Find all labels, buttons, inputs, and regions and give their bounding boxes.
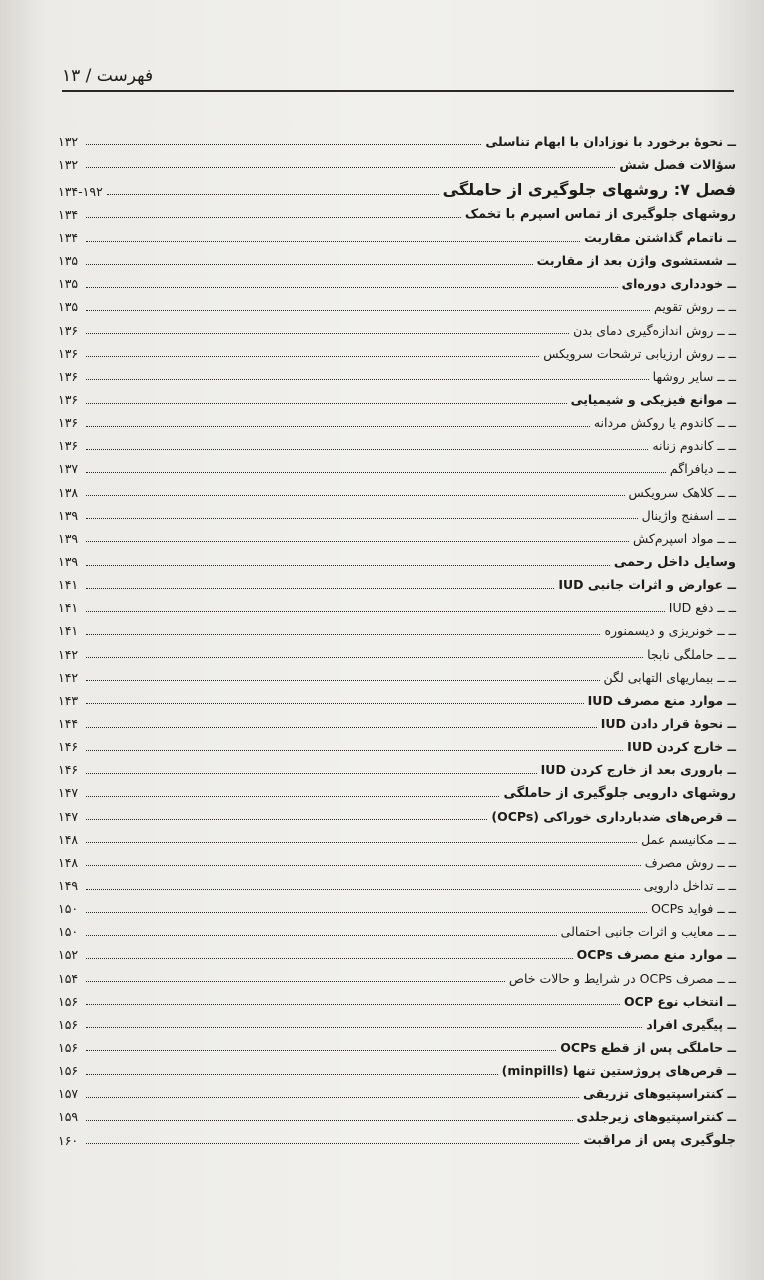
toc-entry-page: ۱۴۱ — [58, 577, 79, 593]
toc-entry-page: ۱۳۲ — [58, 133, 79, 149]
toc-entry — [58, 291, 736, 314]
toc-entry-page: ۱۴۱ — [58, 600, 79, 616]
toc-entry — [58, 1101, 736, 1124]
dot-leader — [86, 1142, 579, 1144]
toc-entry — [58, 661, 736, 684]
dot-leader — [86, 934, 557, 936]
toc-entry-page: ۱۴۹ — [58, 878, 79, 893]
dot-leader — [86, 494, 625, 496]
table-of-contents — [58, 125, 736, 1147]
toc-entry — [58, 916, 736, 939]
toc-entry-title: ــ نحوهٔ قرار دادن IUD — [600, 716, 736, 732]
toc-entry-page: ۱۴۲ — [58, 646, 79, 662]
dot-leader — [86, 772, 537, 774]
toc-entry-title: ــ ــ بیماریهای التهابی لگن — [603, 669, 736, 685]
toc-entry — [58, 1008, 736, 1031]
dot-leader — [86, 332, 569, 334]
toc-entry — [58, 314, 736, 337]
toc-entry-page: ۱۵۶ — [58, 1016, 79, 1032]
toc-entry-page: ۱۴۳ — [58, 692, 79, 708]
toc-entry — [58, 1078, 736, 1101]
toc-entry-title: ــ ــ کلاهک سرویکس — [628, 484, 736, 500]
toc-entry — [58, 962, 736, 985]
toc-entry-title: ــ ــ کاندوم یا روکش مردانه — [593, 415, 736, 431]
toc-entry-title: روشهای دارویی جلوگیری از حاملگی — [503, 785, 736, 801]
toc-entry-page: ۱۶۰ — [58, 1132, 79, 1148]
toc-entry-page: ۱۵۶ — [58, 993, 79, 1009]
dot-leader — [107, 193, 439, 195]
toc-entry — [58, 731, 736, 754]
toc-entry-page: ۱۵۴ — [58, 970, 79, 986]
toc-entry — [58, 171, 736, 198]
toc-entry — [58, 125, 736, 148]
toc-entry-page: ۱۴۶ — [58, 762, 79, 778]
toc-entry-page: ۱۵۰ — [58, 901, 79, 917]
toc-entry-page: ۱۳۶ — [58, 415, 79, 431]
dot-leader — [86, 841, 637, 843]
toc-entry — [58, 545, 736, 568]
toc-entry-title: ــ خودداری دوره‌ای — [621, 276, 736, 292]
toc-entry-title: ــ ــ روش تقویم — [654, 299, 736, 315]
toc-entry — [58, 360, 736, 383]
toc-entry-page: ۱۵۰ — [58, 924, 79, 940]
dot-leader — [86, 888, 640, 890]
toc-entry-page: ۱۳۶ — [58, 392, 79, 408]
toc-entry-title: ــ ــ فواید OCPs — [651, 901, 736, 917]
toc-entry — [58, 198, 736, 221]
toc-entry-title: ــ ــ خونریزی و دیسمنوره — [604, 623, 736, 639]
toc-entry — [58, 1054, 736, 1077]
dot-leader — [86, 378, 649, 380]
toc-entry-page: ۱۳۵ — [58, 253, 79, 269]
toc-entry-page: ۱۳۲ — [58, 156, 79, 172]
dot-leader — [86, 610, 665, 612]
toc-entry — [58, 476, 736, 499]
toc-entry-page: ۱۳۶ — [58, 368, 79, 384]
toc-entry-page: ۱۳۷ — [58, 461, 79, 477]
dot-leader — [86, 1003, 620, 1005]
toc-entry — [58, 754, 736, 777]
header-rule — [62, 90, 734, 92]
toc-entry-page: ۱۴۴ — [58, 716, 79, 732]
dot-leader — [86, 448, 648, 450]
toc-entry-page: ۱۵۷ — [58, 1086, 79, 1102]
toc-entry-title: ــ ــ دفع IUD — [668, 600, 736, 616]
dot-leader — [86, 795, 499, 797]
toc-entry-title: ــ خارج کردن IUD — [627, 739, 736, 755]
dot-leader — [86, 726, 597, 728]
toc-entry-title: ــ ــ دیافراگم — [669, 461, 736, 477]
toc-entry — [58, 499, 736, 522]
toc-entry — [58, 707, 736, 730]
toc-entry — [58, 823, 736, 846]
toc-entry-title: ــ ــ حاملگی نابجا — [647, 646, 736, 662]
toc-entry-title: وسایل داخل رحمی — [613, 554, 736, 570]
toc-entry-title: ــ ــ کاندوم زنانه — [652, 438, 736, 454]
toc-entry-page: ۱۵۶ — [58, 1063, 79, 1079]
toc-entry — [58, 383, 736, 406]
toc-entry — [58, 592, 736, 615]
dot-leader — [86, 402, 567, 404]
dot-leader — [86, 216, 461, 218]
dot-leader — [86, 471, 666, 473]
toc-entry-page: ۱۴۸ — [58, 831, 79, 847]
toc-entry-page: ۱۴۸ — [58, 854, 79, 870]
toc-entry-page: ۱۳۵ — [58, 299, 79, 315]
toc-entry-title: ــ ــ معایب و اثرات جانبی احتمالی — [560, 924, 736, 940]
dot-leader — [86, 911, 647, 913]
toc-entry-page: ۱۳۶ — [58, 438, 79, 454]
toc-entry-title: ــ ــ روش ارزیابی ترشحات سرویکس — [543, 345, 736, 361]
dot-leader — [86, 980, 505, 982]
toc-entry-title: ــ شستشوی واژن بعد از مقاربت — [536, 253, 736, 269]
toc-entry-title: ــ ــ روش مصرف — [644, 854, 736, 870]
dot-leader — [86, 143, 481, 145]
dot-leader — [86, 309, 650, 311]
toc-entry-page: ۱۴۷ — [58, 785, 79, 801]
toc-entry — [58, 221, 736, 244]
toc-entry-title: روشهای جلوگیری از تماس اسپرم با تخمک — [464, 207, 736, 223]
toc-entry — [58, 268, 736, 291]
toc-entry-page: ۱۴۱ — [58, 623, 79, 639]
toc-entry — [58, 1124, 736, 1147]
dot-leader — [86, 749, 623, 751]
toc-entry-page: ۱۴۷ — [58, 808, 79, 824]
dot-leader — [86, 1026, 642, 1028]
toc-entry — [58, 245, 736, 268]
toc-entry-title: ــ حاملگی پس از قطع OCPs — [560, 1039, 736, 1055]
toc-entry-title: ــ قرص‌های پروژستین تنها (minpills) — [501, 1063, 736, 1079]
dot-leader — [86, 425, 590, 427]
toc-entry — [58, 1031, 736, 1054]
toc-entry-page: ۱۴۲ — [58, 669, 79, 685]
toc-entry-page: ۱۳۴-۱۹۲ — [58, 183, 103, 199]
toc-entry-page: ۱۳۹ — [58, 554, 79, 570]
dot-leader — [86, 540, 629, 542]
dot-leader — [86, 286, 618, 288]
toc-entry — [58, 337, 736, 360]
toc-entry-title: فصل ۷: روشهای جلوگیری از حاملگی — [442, 180, 736, 200]
toc-entry — [58, 148, 736, 171]
toc-entry-title: ــ موانع فیزیکی و شیمیایی — [570, 392, 736, 408]
toc-entry — [58, 569, 736, 592]
toc-entry — [58, 638, 736, 661]
toc-entry-title: ــ کنتراسپتیوهای تزریقی — [582, 1086, 736, 1102]
toc-entry-title: ــ باروری بعد از خارج کردن IUD — [540, 762, 736, 778]
toc-entry — [58, 453, 736, 476]
toc-entry-page: ۱۳۹ — [58, 507, 79, 523]
toc-entry-page: ۱۵۹ — [58, 1109, 79, 1125]
dot-leader — [86, 864, 641, 866]
dot-leader — [86, 1119, 573, 1121]
dot-leader — [86, 166, 615, 168]
toc-entry — [58, 939, 736, 962]
toc-entry-title: ــ ــ اسفنج واژینال — [641, 507, 736, 523]
dot-leader — [86, 263, 533, 265]
toc-entry — [58, 893, 736, 916]
toc-entry — [58, 684, 736, 707]
toc-entry-title: ــ ــ روش اندازه‌گیری دمای بدن — [573, 322, 736, 338]
dot-leader — [86, 656, 643, 658]
toc-entry-page: ۱۴۶ — [58, 739, 79, 755]
toc-entry — [58, 407, 736, 430]
toc-entry-page: ۱۳۶ — [58, 322, 79, 338]
toc-entry — [58, 869, 736, 892]
toc-entry-title: ــ موارد منع مصرف OCPs — [576, 947, 736, 963]
dot-leader — [86, 818, 487, 820]
toc-entry — [58, 615, 736, 638]
toc-entry — [58, 985, 736, 1008]
dot-leader — [86, 355, 539, 357]
toc-entry-title: ــ ــ سایر روشها — [652, 368, 736, 384]
toc-entry-title: ــ ناتمام گذاشتن مقاربت — [584, 230, 736, 246]
dot-leader — [86, 517, 638, 519]
toc-entry-page: ۱۳۶ — [58, 345, 79, 361]
dot-leader — [86, 1096, 579, 1098]
toc-entry-page: ۱۳۴ — [58, 230, 79, 246]
dot-leader — [86, 633, 600, 635]
toc-entry-title: ــ موارد منع مصرف IUD — [587, 692, 736, 708]
toc-entry-title: سؤالات فصل شش — [619, 156, 736, 172]
toc-entry-page: ۱۳۴ — [58, 206, 79, 222]
toc-entry-page: ۱۳۸ — [58, 484, 79, 500]
toc-entry-title: ــ انتخاب نوع OCP — [624, 993, 736, 1009]
toc-entry-page: ۱۳۵ — [58, 276, 79, 292]
dot-leader — [86, 564, 610, 566]
dot-leader — [86, 587, 554, 589]
toc-entry-title: ــ عوارض و اثرات جانبی IUD — [558, 577, 736, 593]
toc-entry-page: ۱۵۲ — [58, 947, 79, 963]
toc-entry — [58, 430, 736, 453]
dot-leader — [86, 1049, 556, 1051]
toc-entry — [58, 777, 736, 800]
page-header-title: فهرست / ۱۳ — [62, 66, 154, 86]
dot-leader — [86, 702, 584, 704]
toc-entry-title: ــ کنتراسپتیوهای زیرجلدی — [576, 1109, 736, 1125]
toc-entry — [58, 800, 736, 823]
toc-entry-title: ــ ــ مواد اسپرم‌کش — [632, 530, 736, 546]
toc-entry-page: ۱۵۶ — [58, 1039, 79, 1055]
toc-entry-page: ۱۳۹ — [58, 530, 79, 546]
toc-entry — [58, 846, 736, 869]
dot-leader — [86, 679, 600, 681]
toc-entry-title: ــ ــ مکانیسم عمل — [641, 831, 736, 847]
toc-entry-title: ــ پیگیری افراد — [646, 1016, 736, 1032]
toc-entry — [58, 522, 736, 545]
dot-leader — [86, 1073, 498, 1075]
toc-entry-title: جلوگیری پس از مراقبت — [583, 1133, 736, 1149]
dot-leader — [86, 240, 580, 242]
toc-entry-title: ــ نحوهٔ برخورد با نوزادان با ابهام تناسلی — [485, 133, 736, 149]
toc-entry-title: ــ ــ تداخل دارویی — [643, 878, 736, 893]
toc-entry-title: ــ ــ مصرف OCPs در شرایط و حالات خاص — [508, 970, 736, 986]
toc-entry-title: ــ قرص‌های ضدبارداری خوراکی (OCPs) — [491, 808, 736, 824]
page-header — [62, 62, 734, 92]
dot-leader — [86, 957, 573, 959]
